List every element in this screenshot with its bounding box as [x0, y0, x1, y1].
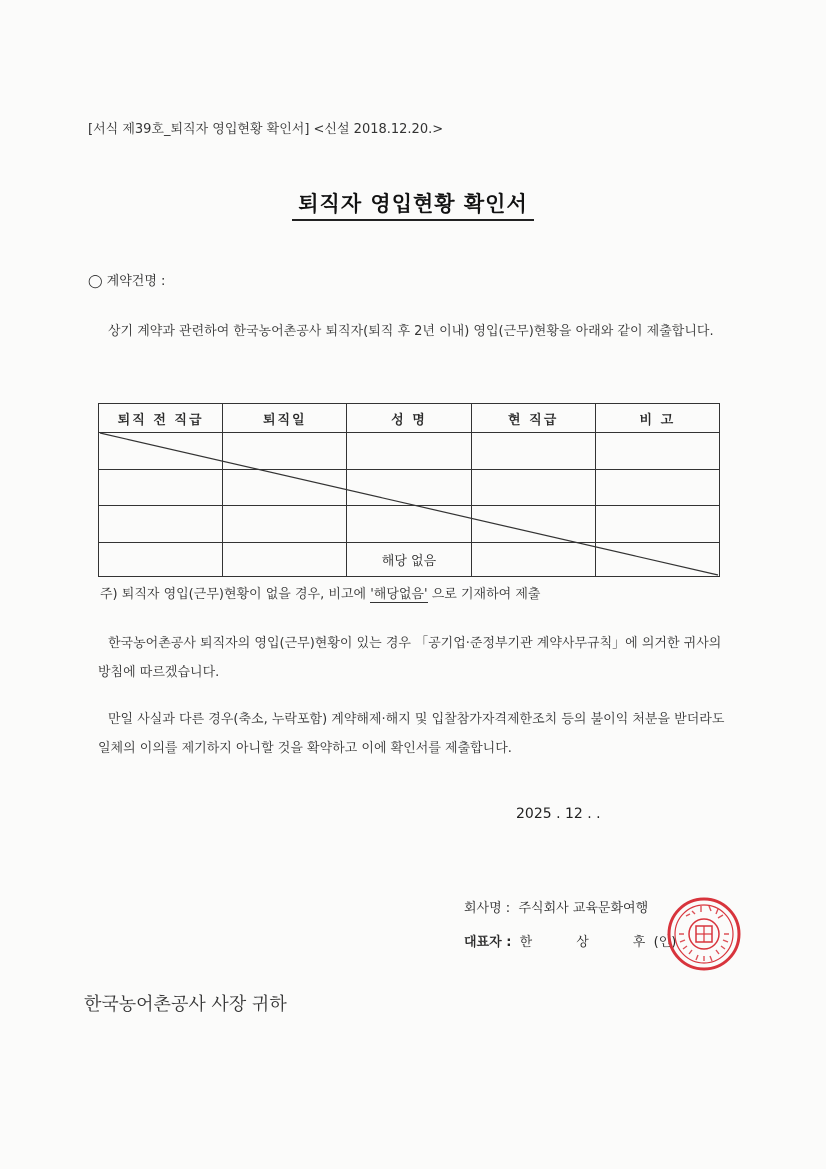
- header-previous-rank: 퇴직 전 직급: [99, 404, 223, 433]
- form-reference: [서식 제39호_퇴직자 영입현황 확인서] <신설 2018.12.20.>: [88, 122, 444, 137]
- header-name: 성 명: [347, 404, 471, 433]
- policy-paragraph: 한국농어촌공사 퇴직자의 영입(근무)현황이 있는 경우 「공기업·준정부기관 계약사무규칙」에 의거한 귀사의 방침에 따르겠습니다.: [98, 636, 722, 680]
- contract-name-label: ◯ 계약건명 :: [88, 274, 166, 289]
- representative-label: 대표자 :: [464, 935, 512, 950]
- company-label: 회사명 :: [464, 901, 511, 916]
- not-applicable-text: 해당 없음: [347, 542, 471, 576]
- header-remarks: 비 고: [595, 404, 719, 433]
- table-note: 주) 퇴직자 영입(근무)현황이 없을 경우, 비고에 '해당없음' 으로 기재하여 제출: [100, 587, 541, 602]
- diagonal-strike-line: [98, 431, 720, 577]
- company-seal-stamp: [666, 896, 742, 972]
- addressee: 한국농어촌공사 사장 귀하: [84, 994, 287, 1015]
- representative-line: 대표자 : 한 상 후 (인): [464, 935, 677, 950]
- document-date: 2025 . 12 . .: [516, 806, 601, 822]
- header-current-rank: 현 직급: [471, 404, 595, 433]
- seal-mark: (인): [653, 935, 677, 950]
- pledge-paragraph: 만일 사실과 다른 경우(축소, 누락포함) 계약해제·해지 및 입찰참가자격제한조치 등의 불이익 처분을 받더라도 일체의 이의를 제기하지 아니할 것을 확약하고 이에 확인서를 제출합니다.: [98, 712, 725, 756]
- note-highlight: '해당없음': [370, 587, 428, 602]
- header-retirement-date: 퇴직일: [223, 404, 347, 433]
- document-title: 퇴직자 영입현황 확인서: [0, 188, 826, 218]
- company-line: [464, 897, 648, 916]
- intro-paragraph: 상기 계약과 관련하여 한국농어촌공사 퇴직자(퇴직 후 2년 이내) 영입(근무)현황을 아래와 같이 제출합니다.: [108, 324, 714, 339]
- company-name: 주식회사 교육문화여행: [518, 901, 649, 916]
